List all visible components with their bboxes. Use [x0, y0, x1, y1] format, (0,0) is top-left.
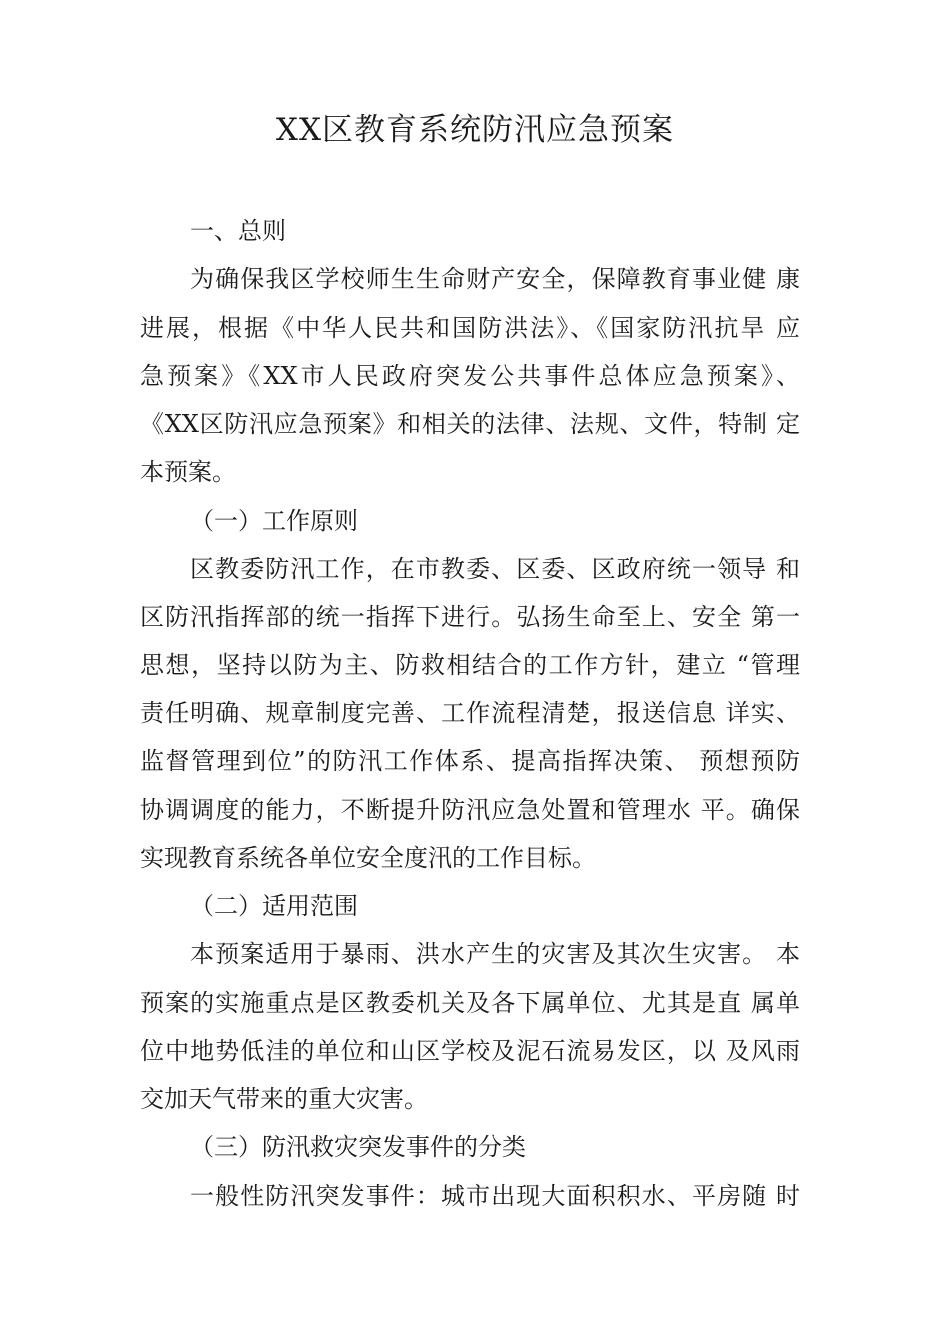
paragraph-line: 交加天气带来的重大灾害。 [140, 1085, 428, 1113]
document-title: XX区教育系统防汛应急预案 [275, 112, 675, 148]
paragraph-line: 预案的实施重点是区教委机关及各下属单位、尤其是直 属单 [140, 989, 800, 1017]
subheading-work-principles: （一）工作原则 [190, 507, 358, 535]
paragraph-line: 区教委防汛工作，在市教委、区委、区政府统一领导 和 [190, 555, 800, 583]
paragraph-line: 责任明确、规章制度完善、工作流程清楚，报送信息 详实、 [140, 699, 800, 727]
subheading-scope: （二）适用范围 [190, 892, 358, 920]
paragraph-line: 进展，根据《中华人民共和国防洪法》、《国家防汛抗旱 应 [140, 314, 800, 342]
paragraph-line: 监督管理到位”的防汛工作体系、提高指挥决策、 预想预防 [140, 747, 800, 775]
paragraph-line: 区防汛指挥部的统一指挥下进行。弘扬生命至上、安全 第一 [140, 603, 800, 631]
paragraph-line: 实现教育系统各单位安全度汛的工作目标。 [140, 844, 596, 872]
paragraph-line: 本预案适用于暴雨、洪水产生的灾害及其次生灾害。 本 [190, 940, 800, 968]
subheading-classification: （三）防汛救灾突发事件的分类 [190, 1133, 526, 1161]
paragraph-line: 为确保我区学校师生生命财产安全，保障教育事业健 康 [190, 265, 800, 293]
paragraph-line: 急预案》《XX市人民政府突发公共事件总体应急预案》、 [140, 362, 800, 390]
paragraph-line: 本预案。 [140, 458, 236, 486]
paragraph-line: 思想，坚持以防为主、防救相结合的工作方针，建立 “管理 [140, 651, 800, 679]
paragraph-line: 一般性防汛突发事件：城市出现大面积积水、平房随 时 [190, 1182, 800, 1210]
paragraph-line: 《XX区防汛应急预案》和相关的法律、法规、文件，特制 定 [140, 410, 800, 438]
paragraph-line: 协调调度的能力，不断提升防汛应急处置和管理水 平。确保 [140, 796, 800, 824]
heading-general: 一、总则 [190, 217, 286, 245]
paragraph-line: 位中地势低洼的单位和山区学校及泥石流易发区，以 及风雨 [140, 1037, 800, 1065]
